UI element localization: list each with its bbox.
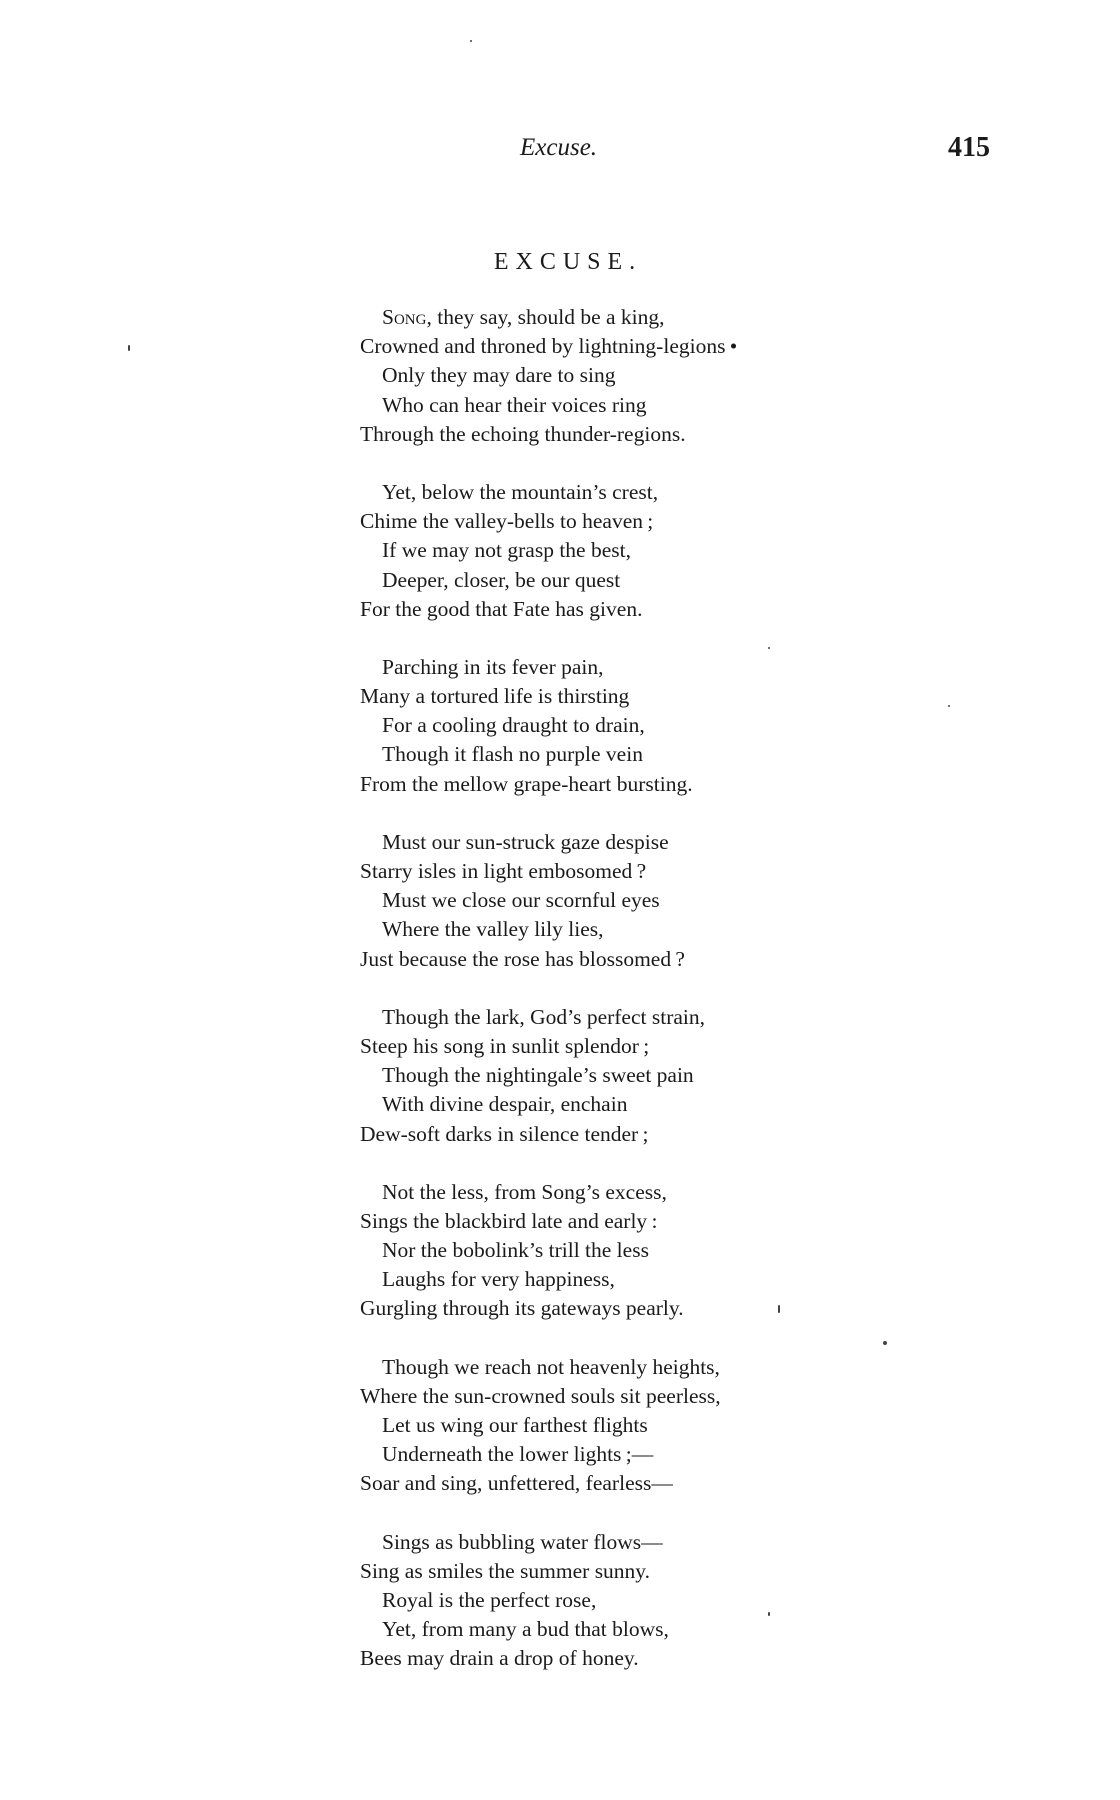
poem-line: For a cooling draught to drain, [382,713,645,738]
scan-speck [128,345,130,351]
scan-speck [768,647,770,649]
running-head [0,134,1120,174]
opening-word: Song [382,305,427,329]
poem-line: Though the lark, God’s perfect strain, [382,1004,706,1029]
poem-line: Nor the bobolink’s trill the less [382,1238,649,1263]
poem-line: Royal is the perfect rose, [382,1587,597,1612]
poem-line: Through the echoing thunder-regions. [360,421,686,446]
poem-line: Parching in its fever pain, [382,654,604,679]
poem-line: Dew-soft darks in silence tender ; [360,1121,649,1146]
running-title: Excuse. [520,134,598,161]
poem-line: Though it flash no purple vein [382,742,643,767]
stanza [360,303,920,449]
poem-line: Where the sun-crowned souls sit peerless, [360,1383,721,1408]
poem-line: Must our sun-struck gaze despise [382,829,669,854]
poem-line: Sings as bubbling water flows— [382,1529,663,1554]
poem-line: Who can hear their voices ring [382,392,647,417]
poem-line: Starry isles in light embosomed ? [360,859,647,883]
poem-line: Song, they say, should be a king, [382,305,665,329]
poem-line: Sings the blackbird late and early : [360,1208,658,1233]
poem-line: Just because the rose has blossomed ? [360,946,685,971]
scan-speck [948,705,950,707]
poem-line: Gurgling through its gateways pearly. [360,1296,684,1321]
poem-line: Laughs for very happiness, [382,1267,615,1292]
stanza [360,1178,920,1324]
poem-line: Let us wing our farthest flights [382,1413,648,1437]
poem-line: Yet, below the mountain’s crest, [382,479,659,504]
stanza [360,478,920,624]
scan-speck [470,40,472,42]
stanza [360,1003,920,1149]
poem-line: Not the less, from Song’s excess, [382,1179,667,1204]
poem-line: Must we close our scornful eyes [382,888,660,913]
scan-speck [778,1305,780,1313]
poem-line: Deeper, closer, be our quest [382,567,621,592]
poem-line: With divine despair, enchain [382,1092,628,1117]
poem-line: From the mellow grape-heart bursting. [360,771,693,796]
scan-speck [768,1612,770,1616]
page-number: 415 [948,132,990,163]
poem-line: Where the valley lily lies, [382,917,604,942]
poem-line: Yet, from many a bud that blows, [382,1617,669,1642]
poem-line: Though the nightingale’s sweet pain [382,1063,694,1088]
poem-line: Only they may dare to sing [382,363,616,388]
stanza [360,828,920,974]
stanza [360,1353,920,1499]
scan-speck [883,1341,887,1345]
poem-line: Sing as smiles the summer sunny. [360,1558,651,1583]
poem-line: Many a tortured life is thirsting [360,684,630,709]
poem-title: EXCUSE. [493,249,643,275]
poem-line: Soar and sing, unfettered, fearless— [360,1471,673,1496]
poem-body [360,303,920,1703]
poem-line: Steep his song in sunlit splendor ; [360,1033,650,1058]
stanza [360,653,920,799]
poem-line: Crowned and throned by lightning-legions • [360,334,738,359]
poem-line: For the good that Fate has given. [360,596,643,621]
poem-line: Bees may drain a drop of honey. [360,1646,639,1671]
poem-line: Chime the valley-bells to heaven ; [360,509,654,534]
poem-line: If we may not grasp the best, [382,538,631,563]
poem-line: Though we reach not heavenly heights, [382,1354,720,1379]
stanza [360,1528,920,1674]
poem-line: Underneath the lower lights ;— [382,1442,654,1467]
